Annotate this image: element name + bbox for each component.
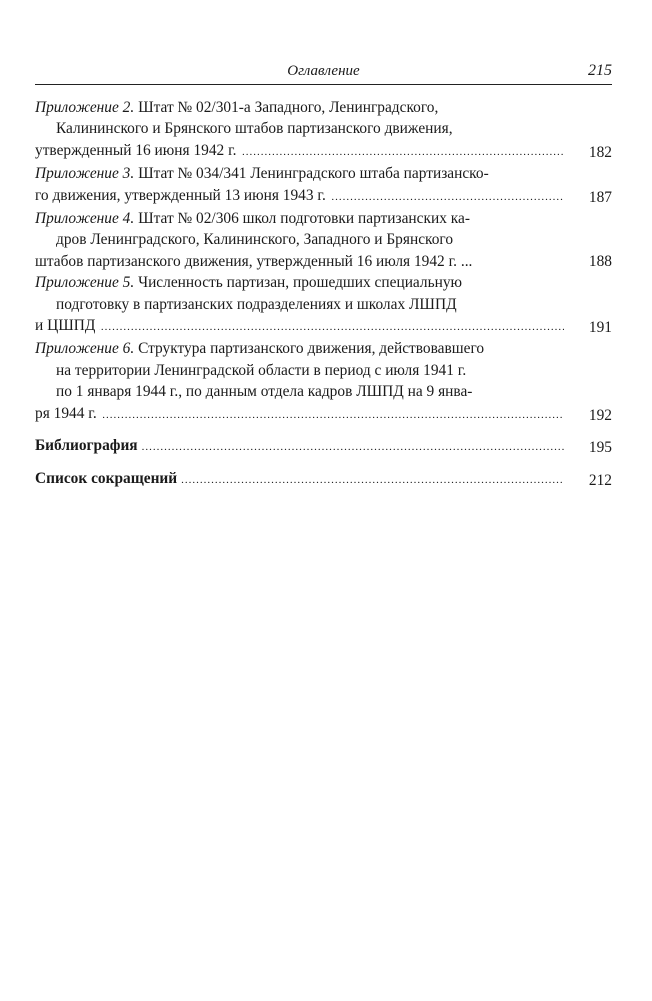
toc-entry-page: 192 <box>588 406 612 424</box>
toc-entry-text-line: Калининского и Брянского штабов партизанского движения, <box>56 120 453 138</box>
toc-entry-page: 195 <box>588 439 612 457</box>
running-header <box>35 62 612 85</box>
toc-section-label: Список сокращений <box>35 469 178 487</box>
leader-dots <box>181 470 564 491</box>
toc-entry-appendix-3[interactable] <box>35 163 612 208</box>
toc-entry-text-line: Структура партизанского движения, действовавшего <box>134 340 485 358</box>
toc-entry-text-line: по 1 января 1944 г., по данным отдела кадров ЛШПД на 9 янва- <box>56 383 473 401</box>
toc-entry-page: 212 <box>588 471 612 489</box>
toc-entry-page: 187 <box>588 188 612 206</box>
leader-dots <box>241 142 564 163</box>
toc-entry-text-line: ря 1944 г. <box>35 404 97 422</box>
toc-entry-appendix-5[interactable] <box>35 272 612 338</box>
toc-entry-appendix-4[interactable] <box>35 208 612 272</box>
toc-entry-text-line: и ЦШПД <box>35 317 96 335</box>
toc-entry-label: Приложение 4. <box>35 210 135 228</box>
leader-dots <box>99 317 564 338</box>
leader-dots <box>101 405 564 426</box>
page-number: 215 <box>588 62 612 79</box>
toc-section-abbreviations[interactable] <box>35 468 612 491</box>
toc-entry-label: Приложение 2. <box>35 99 135 116</box>
toc-entry-appendix-2[interactable] <box>35 97 612 163</box>
table-of-contents <box>35 97 612 491</box>
toc-entry-text-line: Численность партизан, прошедших специальную <box>134 274 463 292</box>
toc-entry-text-line: подготовку в партизанских подразделениях и школах ЛШПД <box>56 295 457 313</box>
toc-entry-page: 191 <box>588 319 612 337</box>
toc-entry-appendix-6[interactable] <box>35 338 612 426</box>
toc-entry-text-line: на территории Ленинградской области в период с июля 1941 г. <box>56 361 467 379</box>
toc-entry-text-line: дров Ленинградского, Калининского, Западного и Брянского <box>56 231 454 249</box>
toc-section-bibliography[interactable] <box>35 435 612 458</box>
toc-entry-text-line: штабов партизанского движения, утвержденный 16 июля 1942 г. ... <box>35 252 473 270</box>
toc-entry-text-line: Штат № 02/301-а Западного, Ленинградского, <box>134 99 439 116</box>
toc-entry-page: 188 <box>588 252 612 270</box>
toc-entry-text-line: го движения, утвержденный 13 июня 1943 г. <box>35 186 326 204</box>
toc-entry-text-line: Штат № 02/306 школ подготовки партизанских ка- <box>134 210 470 228</box>
toc-entry-page: 182 <box>588 143 612 161</box>
toc-section-label: Библиография <box>35 437 138 455</box>
leader-dots <box>142 437 564 458</box>
toc-entry-label: Приложение 3. <box>35 165 135 183</box>
toc-entry-text-line: утвержденный 16 июня 1942 г. <box>35 141 237 159</box>
toc-entry-label: Приложение 5. <box>35 274 135 292</box>
running-header-title: Оглавление <box>287 63 360 79</box>
toc-entry-text-line: Штат № 034/341 Ленинградского штаба партизанско- <box>134 165 489 183</box>
leader-dots <box>330 187 564 208</box>
toc-entry-label: Приложение 6. <box>35 340 135 358</box>
